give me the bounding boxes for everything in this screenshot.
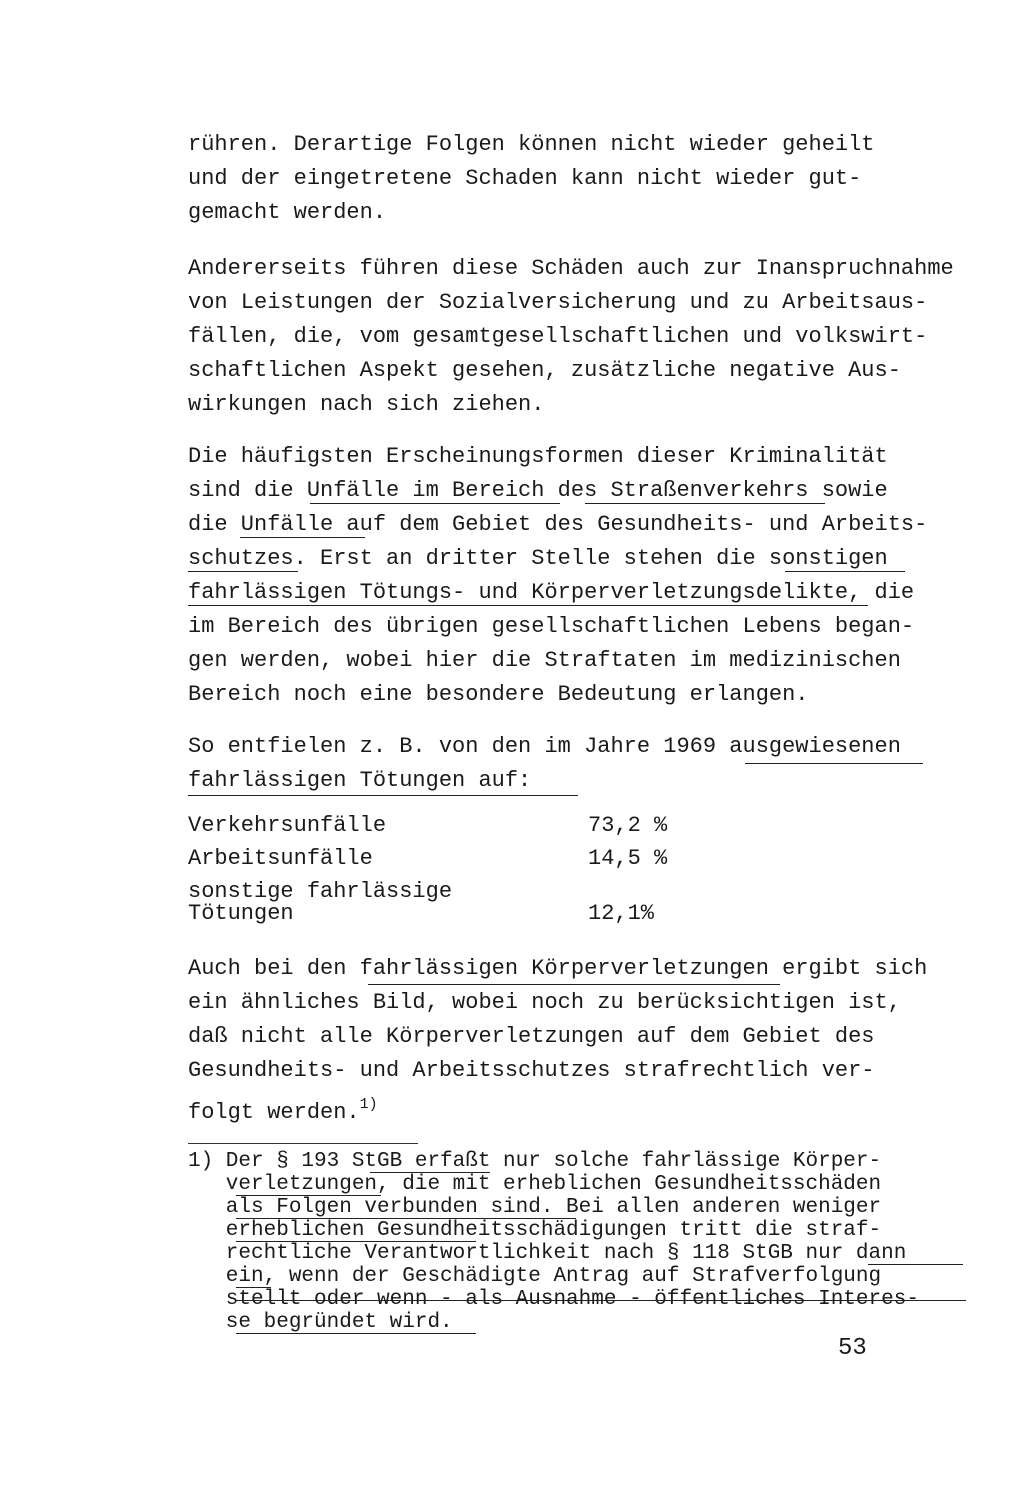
text-line-end: folgt werden.: [188, 1100, 360, 1125]
footnote-line: verletzungen, die mit erheblichen Gesundheitsschäden: [188, 1173, 882, 1196]
text-line: daß nicht alle Körperverletzungen auf dem Gebiet des: [188, 1024, 875, 1049]
handwritten-underline: [236, 1287, 271, 1288]
text-line: gemacht werden.: [188, 200, 387, 225]
paragraph-3: [188, 440, 968, 712]
text-line: schaftlichen Aspekt gesehen, zusätzliche negative Aus-: [188, 358, 901, 383]
statistics-value: 12,1%: [588, 901, 655, 926]
text-line: sind die Unfälle im Bereich des Straßenverkehrs sowie: [188, 478, 888, 503]
handwritten-underline: [240, 537, 365, 538]
text-line: schutzes. Erst an dritter Stelle stehen die sonstigen: [188, 546, 888, 571]
footnote-line: als Folgen verbunden sind. Bei allen anderen weniger: [188, 1196, 882, 1219]
text-line: ein ähnliches Bild, wobei noch zu berücksichtigen ist,: [188, 990, 901, 1015]
paragraph-5: [188, 952, 968, 1125]
footnote: [188, 1150, 978, 1334]
text-line: gen werden, wobei hier die Straftaten im medizinischen: [188, 648, 901, 673]
paragraph-4: [188, 730, 968, 798]
handwritten-underline: [310, 503, 560, 504]
text-line: von Leistungen der Sozialversicherung und zu Arbeitsaus-: [188, 290, 928, 315]
text-line: So entfielen z. B. von den im Jahre 1969 ausgewiesenen: [188, 734, 901, 759]
statistics-value: 14,5 %: [588, 846, 668, 871]
handwritten-underline: [868, 1264, 963, 1265]
paragraph-1: [188, 128, 968, 230]
handwritten-underline: [785, 571, 905, 572]
text-line: Andererseits führen diese Schäden auch zur Inanspruchnahme: [188, 256, 954, 281]
handwritten-underline: [236, 1218, 576, 1219]
text-line: im Bereich des übrigen gesellschaftlichen Lebens began-: [188, 614, 915, 639]
handwritten-underline: [236, 1195, 381, 1196]
footnote-line: erheblichen Gesundheitsschädigungen tritt die straf-: [188, 1219, 882, 1242]
paragraph-2: [188, 252, 968, 422]
footnote-separator: [188, 1143, 418, 1144]
text-line: Bereich noch eine besondere Bedeutung erlangen.: [188, 682, 809, 707]
text-line: [188, 1088, 968, 1125]
footnote-line: 1) Der § 193 StGB erfaßt nur solche fahrlässige Körper-: [188, 1150, 882, 1173]
handwritten-underline: [585, 503, 825, 504]
handwritten-underline: [188, 571, 298, 572]
footnote-line: ein, wenn der Geschädigte Antrag auf Strafverfolgung: [188, 1265, 882, 1288]
text-line: Die häufigsten Erscheinungsformen dieser Kriminalität: [188, 444, 888, 469]
statistics-label: sonstige fahrlässige: [188, 879, 453, 904]
footnote-reference: 1): [359, 1096, 378, 1113]
text-line: wirkungen nach sich ziehen.: [188, 392, 545, 417]
statistics-value: 73,2 %: [588, 813, 668, 838]
footnote-line: stellt oder wenn - als Ausnahme - öffentliches Interes-: [188, 1288, 919, 1311]
handwritten-underline: [236, 1241, 476, 1242]
text-line: fahrlässigen Tötungen auf:: [188, 768, 532, 793]
statistics-label: Verkehrsunfälle: [188, 813, 387, 838]
text-line: fahrlässigen Tötungs- und Körperverletzungsdelikte, die: [188, 580, 915, 605]
text-line: fällen, die, vom gesamtgesellschaftlichen und volkswirt-: [188, 324, 928, 349]
handwritten-underline: [188, 605, 868, 606]
text-line: Gesundheits- und Arbeitsschutzes strafrechtlich ver-: [188, 1058, 875, 1083]
statistics-label: Arbeitsunfälle: [188, 846, 373, 871]
statistics-label: Tötungen: [188, 901, 294, 926]
handwritten-underline: [188, 795, 578, 796]
text-line: und der eingetretene Schaden kann nicht wieder gut-: [188, 166, 862, 191]
handwritten-underline: [368, 984, 780, 985]
page-number: 53: [838, 1335, 867, 1362]
text-line: Auch bei den fahrlässigen Körperverletzungen ergibt sich: [188, 956, 928, 981]
handwritten-underline: [370, 1172, 490, 1173]
handwritten-underline: [745, 763, 923, 764]
text-line: die Unfälle auf dem Gebiet des Gesundheits- und Arbeits-: [188, 512, 928, 537]
footnote-line: rechtliche Verantwortlichkeit nach § 118 StGB nur dann: [188, 1242, 907, 1265]
footnote-line: se begründet wird.: [188, 1311, 453, 1334]
handwritten-underline: [236, 1333, 476, 1334]
strikethrough-line: [236, 1300, 966, 1301]
text-line: rühren. Derartige Folgen können nicht wieder geheilt: [188, 132, 875, 157]
